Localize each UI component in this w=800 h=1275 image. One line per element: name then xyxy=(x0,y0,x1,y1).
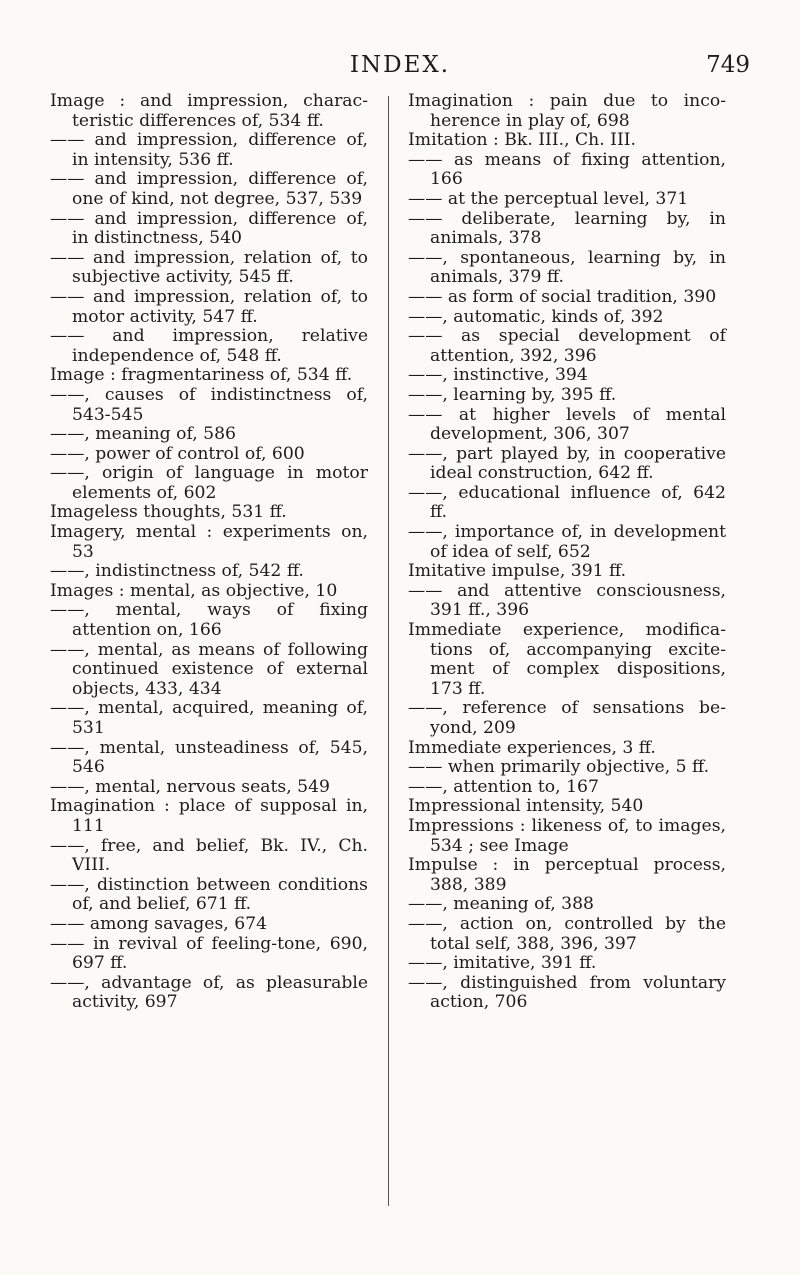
index-entry: ——, power of control of, 600 xyxy=(50,443,305,464)
index-entry: ——, distinction between conditions of, and belief, 671 ff. xyxy=(50,874,368,915)
index-entry: —— and impression, relative independence of, 548 ff. xyxy=(50,326,368,366)
index-entry: —— at higher levels of mental development, 306, 307 xyxy=(408,404,726,445)
index-entry: Impulse : in perceptual process, 388, 389 xyxy=(408,855,726,895)
index-entry: ——, spontaneous, learning by, in animals, 379 ff. xyxy=(408,247,726,288)
index-entry: Immediate experiences, 3 ff. xyxy=(408,737,656,758)
index-entry: ——, meaning of, 586 xyxy=(50,424,236,445)
index-entry: ——, importance of, in development of idea of self, 652 xyxy=(408,522,726,562)
index-entry: ——, causes of indistinctness of, 543-545 xyxy=(50,384,368,425)
index-entry: ——, automatic, kinds of, 392 xyxy=(408,306,664,327)
index-entry: ——, action on, controlled by the total self, 388, 396, 397 xyxy=(408,913,726,954)
column-divider xyxy=(388,96,389,1206)
index-entry: ——, part played by, in cooperative ideal construction, 642 ff. xyxy=(408,443,726,484)
index-entry: Image : and impression, characteristic differences of, 534 ff. xyxy=(50,91,368,131)
running-head: INDEX. xyxy=(349,52,451,78)
index-entry: ——, origin of language in motor elements of, 602 xyxy=(50,463,368,503)
index-entry: —— and attentive consciousness, 391 ff., 396 xyxy=(408,580,726,621)
index-entry: Images : mental, as objective, 10 xyxy=(50,580,338,601)
page-header xyxy=(0,52,800,82)
index-entry: Imitative impulse, 391 ff. xyxy=(408,561,627,582)
index-entry: Immediate experience, modifications of, accompanying excitement of complex dispositions, 173 ff. xyxy=(408,620,726,699)
index-entry: —— and impression, difference of, in distinctness, 540 xyxy=(50,208,368,249)
index-entry: ——, advantage of, as pleasurable activity, 697 xyxy=(50,972,368,1013)
right-column xyxy=(408,92,726,1013)
index-entry: ——, educational influence of, 642 ff. xyxy=(408,482,726,523)
index-entry: —— as special development of attention, 392, 396 xyxy=(408,326,726,366)
index-entry: Impressions : likeness of, to images, 534 ; see Image xyxy=(408,815,726,856)
index-entry: —— deliberate, learning by, in animals, 378 xyxy=(408,208,726,249)
index-entry: ——, distinguished from voluntary action, 706 xyxy=(408,972,726,1013)
index-entry: —— as means of fixing attention, 166 xyxy=(408,149,726,190)
index-entry: ——, indistinctness of, 542 ff. xyxy=(50,561,304,582)
index-entry: —— when primarily objective, 5 ff. xyxy=(408,757,710,778)
index-entry: ——, meaning of, 388 xyxy=(408,894,594,915)
index-entry: —— and impression, difference of, one of kind, not degree, 537, 539 xyxy=(50,169,368,209)
index-entry: Imitation : Bk. III., Ch. III. xyxy=(408,130,636,151)
index-entry: ——, reference of sensations beyond, 209 xyxy=(408,698,726,738)
index-entry: —— and impression, relation of, to motor activity, 547 ff. xyxy=(50,286,368,327)
index-entry: —— as form of social tradition, 390 xyxy=(408,286,717,307)
index-entry: —— at the perceptual level, 371 xyxy=(408,188,689,209)
index-entry: ——, instinctive, 394 xyxy=(408,365,588,386)
index-entry: Image : fragmentariness of, 534 ff. xyxy=(50,365,353,386)
page-number: 749 xyxy=(706,52,750,78)
index-entry: ——, mental, nervous seats, 549 xyxy=(50,776,330,797)
left-column xyxy=(50,92,368,1013)
index-entry: Impressional intensity, 540 xyxy=(408,796,644,817)
index-entry: —— among savages, 674 xyxy=(50,913,268,934)
index-entry: ——, mental, unsteadiness of, 545, 546 xyxy=(50,737,368,778)
index-entry: Imagination : pain due to incoherence in play of, 698 xyxy=(408,91,726,131)
index-entry: ——, attention to, 167 xyxy=(408,776,599,797)
index-entry: —— and impression, relation of, to subjective activity, 545 ff. xyxy=(50,247,368,288)
index-entry: Imagery, mental : experiments on, 53 xyxy=(50,522,368,562)
index-entry: ——, mental, acquired, meaning of, 531 xyxy=(50,698,368,738)
index-entry: ——, learning by, 395 ff. xyxy=(408,384,617,405)
index-entry: Imagination : place of supposal in, 111 xyxy=(50,796,368,836)
index-entry: Imageless thoughts, 531 ff. xyxy=(50,502,287,523)
index-entry: —— in revival of feeling-tone, 690, 697 ff. xyxy=(50,933,368,974)
index-entry: ——, mental, ways of fixing attention on, 166 xyxy=(50,600,368,641)
index-entry: —— and impression, difference of, in intensity, 536 ff. xyxy=(50,130,368,170)
index-entry: ——, imitative, 391 ff. xyxy=(408,953,597,974)
index-entry: ——, free, and belief, Bk. IV., Ch. VIII. xyxy=(50,835,368,876)
index-entry: ——, mental, as means of following continued existence of external objects, 433, 434 xyxy=(50,639,368,699)
